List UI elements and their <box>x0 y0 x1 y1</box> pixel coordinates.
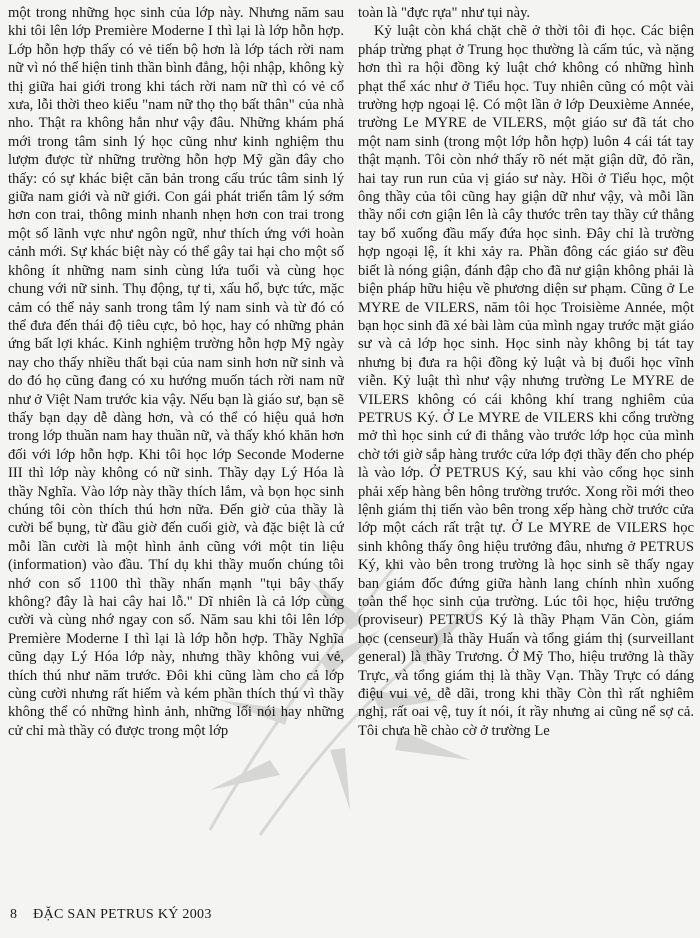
article-page <box>8 4 694 888</box>
right-column <box>358 4 694 888</box>
left-column <box>8 4 344 888</box>
left-column-paragraph: một trong những học sinh của lớp này. Nhưng năm sau khi tôi lên lớp Première Moderne I thì lại là lớp hỗn hợp. Lớp hỗn hợp thấy có vẻ tiến bộ hơn là lớp tách rời nam nữ vì nó thể hiện tinh thần bình đẳng, hội nhập, không kỳ thị giữa hai giới trong khi tách rời nam nữ thì có vẻ cổ xưa, lỗi thời theo kiểu "nam nữ thọ thọ bất thân" của nhà nho. Thật ra không hẳn như vậy đâu. Những khám phá mới trong tâm sinh lý học cũng như kinh nghiệm thu lượm được từ những trường hỗn hợp Mỹ gần đây cho thấy: có sự khác biệt căn bản trong cấu trúc tâm sinh lý giữa nam giới và nữ giới. Con gái phát triển tâm lý sớm hơn con trai, thông minh nhanh nhẹn hơn con trai trong một số lãnh vực như ngôn ngữ, như thích ứng với hoàn cảnh mới. Sự khác biệt này có thể gây tai hại cho một số không ít những nam sinh cùng lứa tuổi và cùng học chung với nữ sinh. Thụ động, tự ti, xấu hổ, bực tức, mặc cảm có thể nảy sanh trong tâm lý nam sinh và từ đó có thể đưa đến thái độ tiêu cực, bỏ học, hay có những phản ứng bất lợi khác. Kinh nghiệm trường hỗn hợp Mỹ ngày nay cho thấy nhiều thất bại của nam sinh hơn nữ sinh và do đó họ cũng đang có xu hướng muốn tách rời nam nữ như ở Việt Nam trước kia vậy. Nếu bạn là giáo sư, bạn sẽ thấy bạn dạy dễ dàng hơn, và có thể có hiệu quả hơn trong lớp thuần nam hay thuần nữ, và thấy khó khăn hơn đối với lớp hỗn hợp. Khi tôi học lớp Seconde Moderne III thì lớp này không có nữ sinh. Thầy dạy Lý Hóa là thầy Nghĩa. Vào lớp này thầy thích lắm, và bọn học sinh chúng tôi còn thích thú hơn nữa. Đến giờ của thầy là cười bể bụng, từ đầu giờ đến cuối giờ, và đặc biệt là cứ mỗi lần cười là một hình ảnh cũng với một tin liệu (information) vào đầu. Thí dụ khi thầy muốn chúng tôi nhớ con số 1100 thì thầy nhấn mạnh "tụi bây thấy không? đây là hai cây hai lỗ." Dĩ nhiên là cả lớp cùng cười và cùng nhớ ngay con số. Năm sau khi tôi lên lớp Première Moderne I thì lại là lớp hỗn hợp. Thầy Nghĩa cũng dạy Lý Hóa lớp này, nhưng thầy không vui vẻ, thích thú như năm trước. Đôi khi cũng làm cho cả lớp cùng cười nhưng rất hiếm và kém phần thích thú vì thầy không thể có những hình ảnh, những lối nói hay những cử chỉ mà thầy có được trong một lớp <box>8 5 344 739</box>
right-column-paragraph-1: toàn là "đực rựa" như tụi này. <box>358 5 531 21</box>
right-column-paragraph-2: Kỷ luật còn khá chặt chẽ ở thời tôi đi học. Các biện pháp trừng phạt ở Trung học thường là cấm túc, và nặng hơn thì ra hội đồng kỷ luật chớ không có những hình phạt thể xác như ở Tiểu học. Tuy nhiên cũng có một vài trường hợp ngoại lệ. Có một lần ở lớp Deuxième Année, trường Le MYRE de VILERS, một giáo sư đã tát cho một nam sinh (trong một lớp hỗn hợp) luôn 4 cái tát tay thật mạnh. Tôi còn nhớ thấy rõ nét mặt giận dữ, đỏ rần, hai tay run run của vị giáo sư này. Hồi ở Tiểu học, một ông thầy của tôi cũng hay giận dữ như vậy, và mỗi lần thầy nổi cơn giận lên là cây thước trên tay thầy cứ thẳng tay bổ xuống đầu mấy đứa học sinh. Đây chỉ là trường hợp ngoại lệ, ít khi xảy ra. Phần đông các giáo sư đều biết là nóng giận, đánh đập cho đã nư giận không phải là biện pháp hữu hiệu về phương diện sư phạm. Cũng ở Le MYRE de VILERS, năm tôi học Troisième Année, một bạn học sinh đã xé bài làm của mình ngay trước mặt giáo sư và cả lớp học sinh. Học sinh này không bị tát tay nhưng bị đưa ra hội đồng kỷ luật và bị đuổi học vĩnh viễn. Kỷ luật thì như vậy nhưng trường Le MYRE de VILERS không có cái không khí trang nghiêm của PETRUS Ký. Ở Le MYRE de VILERS khi cổng trường mở thì học sinh cứ đi thẳng vào trước lớp học của mình chờ tới giờ sắp hàng trước cửa lớp đợi thầy đến cho phép là vào lớp. Ở PETRUS Ký, sau khi vào cổng học sinh phải xếp hàng bên hông trường trước. Xong rồi mới theo lệnh giám thị tiến vào bên trong xếp hàng chờ trước cửa lớp một cách rất trật tự. Ở Le MYRE de VILERS học sinh không thấy ông hiệu trưởng đâu, nhưng ở PETRUS Ký, khi vào bên trong trường là học sinh sẽ thấy ngay ban giám đốc đứng giữa hành lang chính nhìn xuống toàn thể học sinh của trường. Lúc tôi học, hiệu trưởng (proviseur) PETRUS Ký là thầy Phạm Văn Còn, giám học (censeur) là thầy Huấn và tổng giám thị (surveillant general) là thầy Trương. Ở Mỹ Tho, hiệu trưởng là thầy Trực, và tổng giám thị là thầy Vạn. Thầy Trực có dáng điệu vui vẻ, dễ dãi, trong khi thầy Còn thì rất nghiêm nghị, rất oai vệ, tuy ít nói, ít rầy nhưng ai cũng nể sợ cả. Tôi chưa hề chào cờ ở trường Le <box>358 23 694 739</box>
publication-title: ĐẶC SAN PETRUS KÝ 2003 <box>33 907 212 922</box>
page-footer <box>10 907 212 923</box>
page-number: 8 <box>10 907 18 922</box>
